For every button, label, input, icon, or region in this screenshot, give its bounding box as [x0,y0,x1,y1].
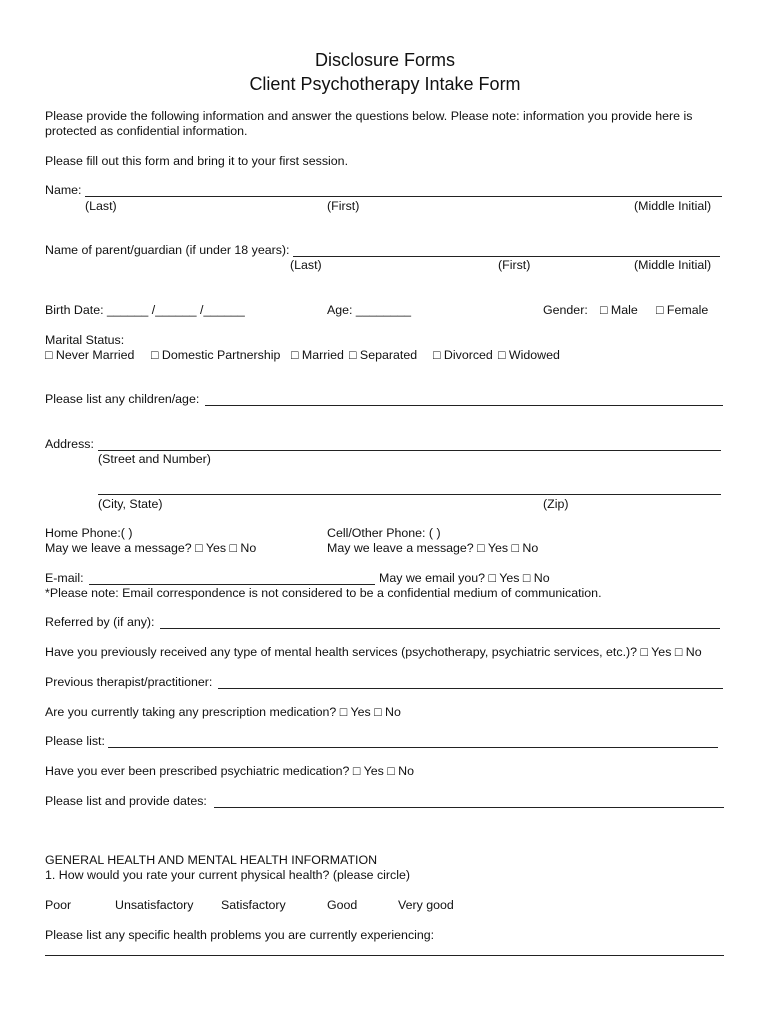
marital-divorced-checkbox[interactable]: □ Divorced [433,348,493,362]
rating-option-very-good[interactable]: Very good [398,898,454,912]
guardian-field[interactable] [293,256,720,257]
general-health-heading: GENERAL HEALTH AND MENTAL HEALTH INFORMATION [45,853,378,867]
name-middle-caption: (Middle Initial) [634,199,712,213]
marital-domestic-partnership-checkbox[interactable]: □ Domestic Partnership [151,348,281,362]
rating-option-good[interactable]: Good [327,898,358,912]
home-phone-message-checkbox[interactable]: May we leave a message? □ Yes □ No [45,541,257,555]
name-label: Name: [45,183,82,197]
list-dates-label: Please list and provide dates: [45,794,207,808]
rating-option-satisfactory[interactable]: Satisfactory [221,898,286,912]
previous-therapist-field[interactable] [218,688,723,689]
guardian-middle-caption: (Middle Initial) [634,258,712,272]
children-field[interactable] [205,405,723,406]
marital-status-label: Marital Status: [45,333,125,347]
referred-field[interactable] [160,628,720,629]
marital-widowed-checkbox[interactable]: □ Widowed [498,348,560,362]
home-phone-field[interactable]: Home Phone:( ) [45,526,133,540]
address-street-field[interactable] [98,450,721,451]
intro-instruction: Please fill out this form and bring it to your first session. [45,154,349,168]
prescription-medication-question[interactable]: Are you currently taking any prescription medication? □ Yes □ No [45,705,401,719]
address-street-caption: (Street and Number) [98,452,211,466]
previous-therapist-label: Previous therapist/practitioner: [45,675,213,689]
mental-health-services-question[interactable]: Have you previously received any type of mental health services (psychotherapy, psychiatric services, etc.)? □ Yes □ No [45,645,702,659]
referred-label: Referred by (if any): [45,615,155,629]
marital-married-checkbox[interactable]: □ Married [291,348,344,362]
gender-male-checkbox[interactable]: □ Male [600,303,638,317]
marital-never-married-checkbox[interactable]: □ Never Married [45,348,135,362]
address-label: Address: [45,437,94,451]
guardian-last-caption: (Last) [290,258,322,272]
form-title: Disclosure Forms [314,50,456,70]
children-label: Please list any children/age: [45,392,200,406]
gender-label: Gender: [543,303,588,317]
rating-option-unsatisfactory[interactable]: Unsatisfactory [115,898,194,912]
form-subtitle: Client Psychotherapy Intake Form [249,74,521,94]
address-zip-caption: (Zip) [543,497,569,511]
birth-date-field[interactable]: Birth Date: ______ /______ /______ [45,303,245,317]
name-last-caption: (Last) [85,199,117,213]
age-field[interactable]: Age: ________ [327,303,412,317]
rating-option-poor[interactable]: Poor [45,898,72,912]
physical-health-question: 1. How would you rate your current physical health? (please circle) [45,868,411,882]
please-list-field[interactable] [108,747,718,748]
please-list-label: Please list: [45,734,105,748]
email-field[interactable] [89,584,375,585]
health-problems-label: Please list any specific health problems you are currently experiencing: [45,928,435,942]
intro-paragraph: Please provide the following information and answer the questions below. Please note: information you provide here is protected as confidential information. [45,109,693,138]
address-city-field[interactable] [98,494,721,495]
psychiatric-medication-question[interactable]: Have you ever been prescribed psychiatric medication? □ Yes □ No [45,764,414,778]
cell-phone-message-checkbox[interactable]: May we leave a message? □ Yes □ No [327,541,539,555]
guardian-label: Name of parent/guardian (if under 18 years): [45,243,290,257]
marital-separated-checkbox[interactable]: □ Separated [349,348,418,362]
email-label: E-mail: [45,571,84,585]
guardian-first-caption: (First) [498,258,531,272]
gender-female-checkbox[interactable]: □ Female [656,303,709,317]
health-problems-field[interactable] [45,955,724,956]
address-city-caption: (City, State) [98,497,163,511]
list-dates-field[interactable] [214,807,724,808]
may-email-checkbox[interactable]: May we email you? □ Yes □ No [379,571,550,585]
name-field[interactable] [85,196,722,197]
name-first-caption: (First) [327,199,360,213]
email-note: *Please note: Email correspondence is not considered to be a confidential medium of communication. [45,586,602,600]
cell-phone-field[interactable]: Cell/Other Phone: ( ) [327,526,441,540]
